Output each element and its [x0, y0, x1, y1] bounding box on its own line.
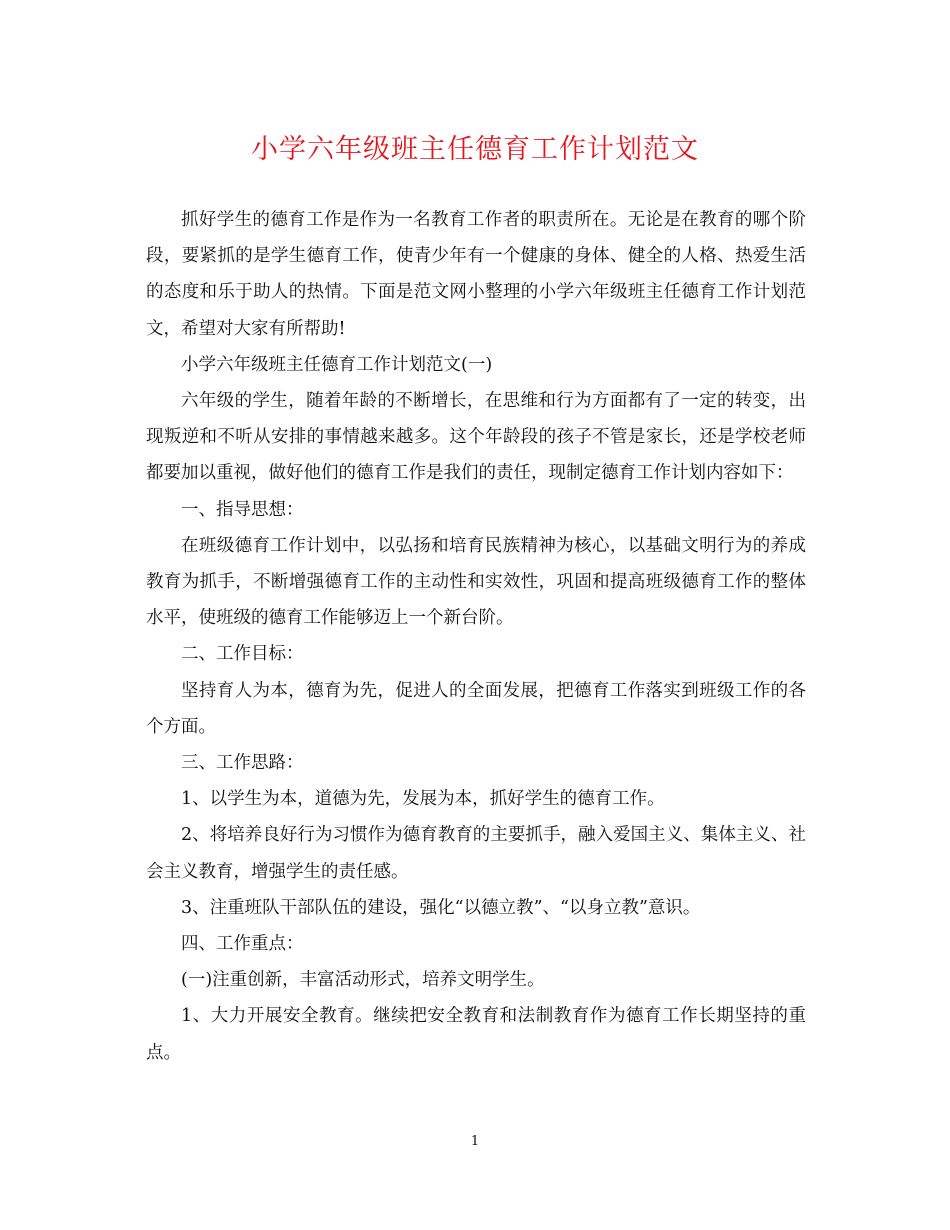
document-title: 小学六年级班主任德育工作计划范文 [251, 134, 699, 165]
page-number: 1 [470, 1134, 480, 1149]
paragraph: 抓好学生的德育工作是作为一名教育工作者的职责所在。无论是在教育的哪个阶段，要紧抓的是学生德育工作，使青少年有一个健康的身体、健全的人格、热爱生活的态度和乐于助人的热情。下面是范文网小整理的小学六年级班主任德育工作计划范文，希望对大家有所帮助! [146, 210, 806, 339]
document-body [146, 202, 806, 1071]
list-item: 2、将培养良好行为习惯作为德育教育的主要抓手，融入爱国主义、集体主义、社会主义教育，增强学生的责任感。 [146, 825, 806, 882]
section-heading: 二、工作目标： [181, 644, 304, 665]
paragraph: 坚持育人为本，德育为先，促进人的全面发展，把德育工作落实到班级工作的各个方面。 [146, 680, 806, 737]
paragraph: 六年级的学生，随着年龄的不断增长，在思维和行为方面都有了一定的转变，出现叛逆和不听从安排的事情越来越多。这个年龄段的孩子不管是家长，还是学校老师都要加以重视，做好他们的德育工作是我们的责任，现制定德育工作计划内容如下： [146, 391, 806, 484]
list-item: 3、注重班队干部队伍的建设，强化“以德立教”、“以身立教”意识。 [181, 897, 701, 918]
section-heading: 一、指导思想： [181, 499, 304, 520]
subsection-heading: (一)注重创新，丰富活动形式，培养文明学生。 [181, 970, 545, 991]
paragraph: 在班级德育工作计划中，以弘扬和培育民族精神为核心，以基础文明行为的养成教育为抓手，不断增强德育工作的主动性和实效性，巩固和提高班级德育工作的整体水平，使班级的德育工作能够迈上一个新台阶。 [146, 535, 806, 629]
section-heading: 小学六年级班主任德育工作计划范文(一) [181, 354, 493, 375]
section-heading: 三、工作思路： [181, 753, 304, 774]
list-item: 1、大力开展安全教育。继续把安全教育和法制教育作为德育工作长期坚持的重点。 [146, 1006, 806, 1063]
section-heading: 四、工作重点： [181, 934, 304, 955]
list-item: 1、以学生为本，道德为先，发展为本，抓好学生的德育工作。 [181, 789, 665, 810]
